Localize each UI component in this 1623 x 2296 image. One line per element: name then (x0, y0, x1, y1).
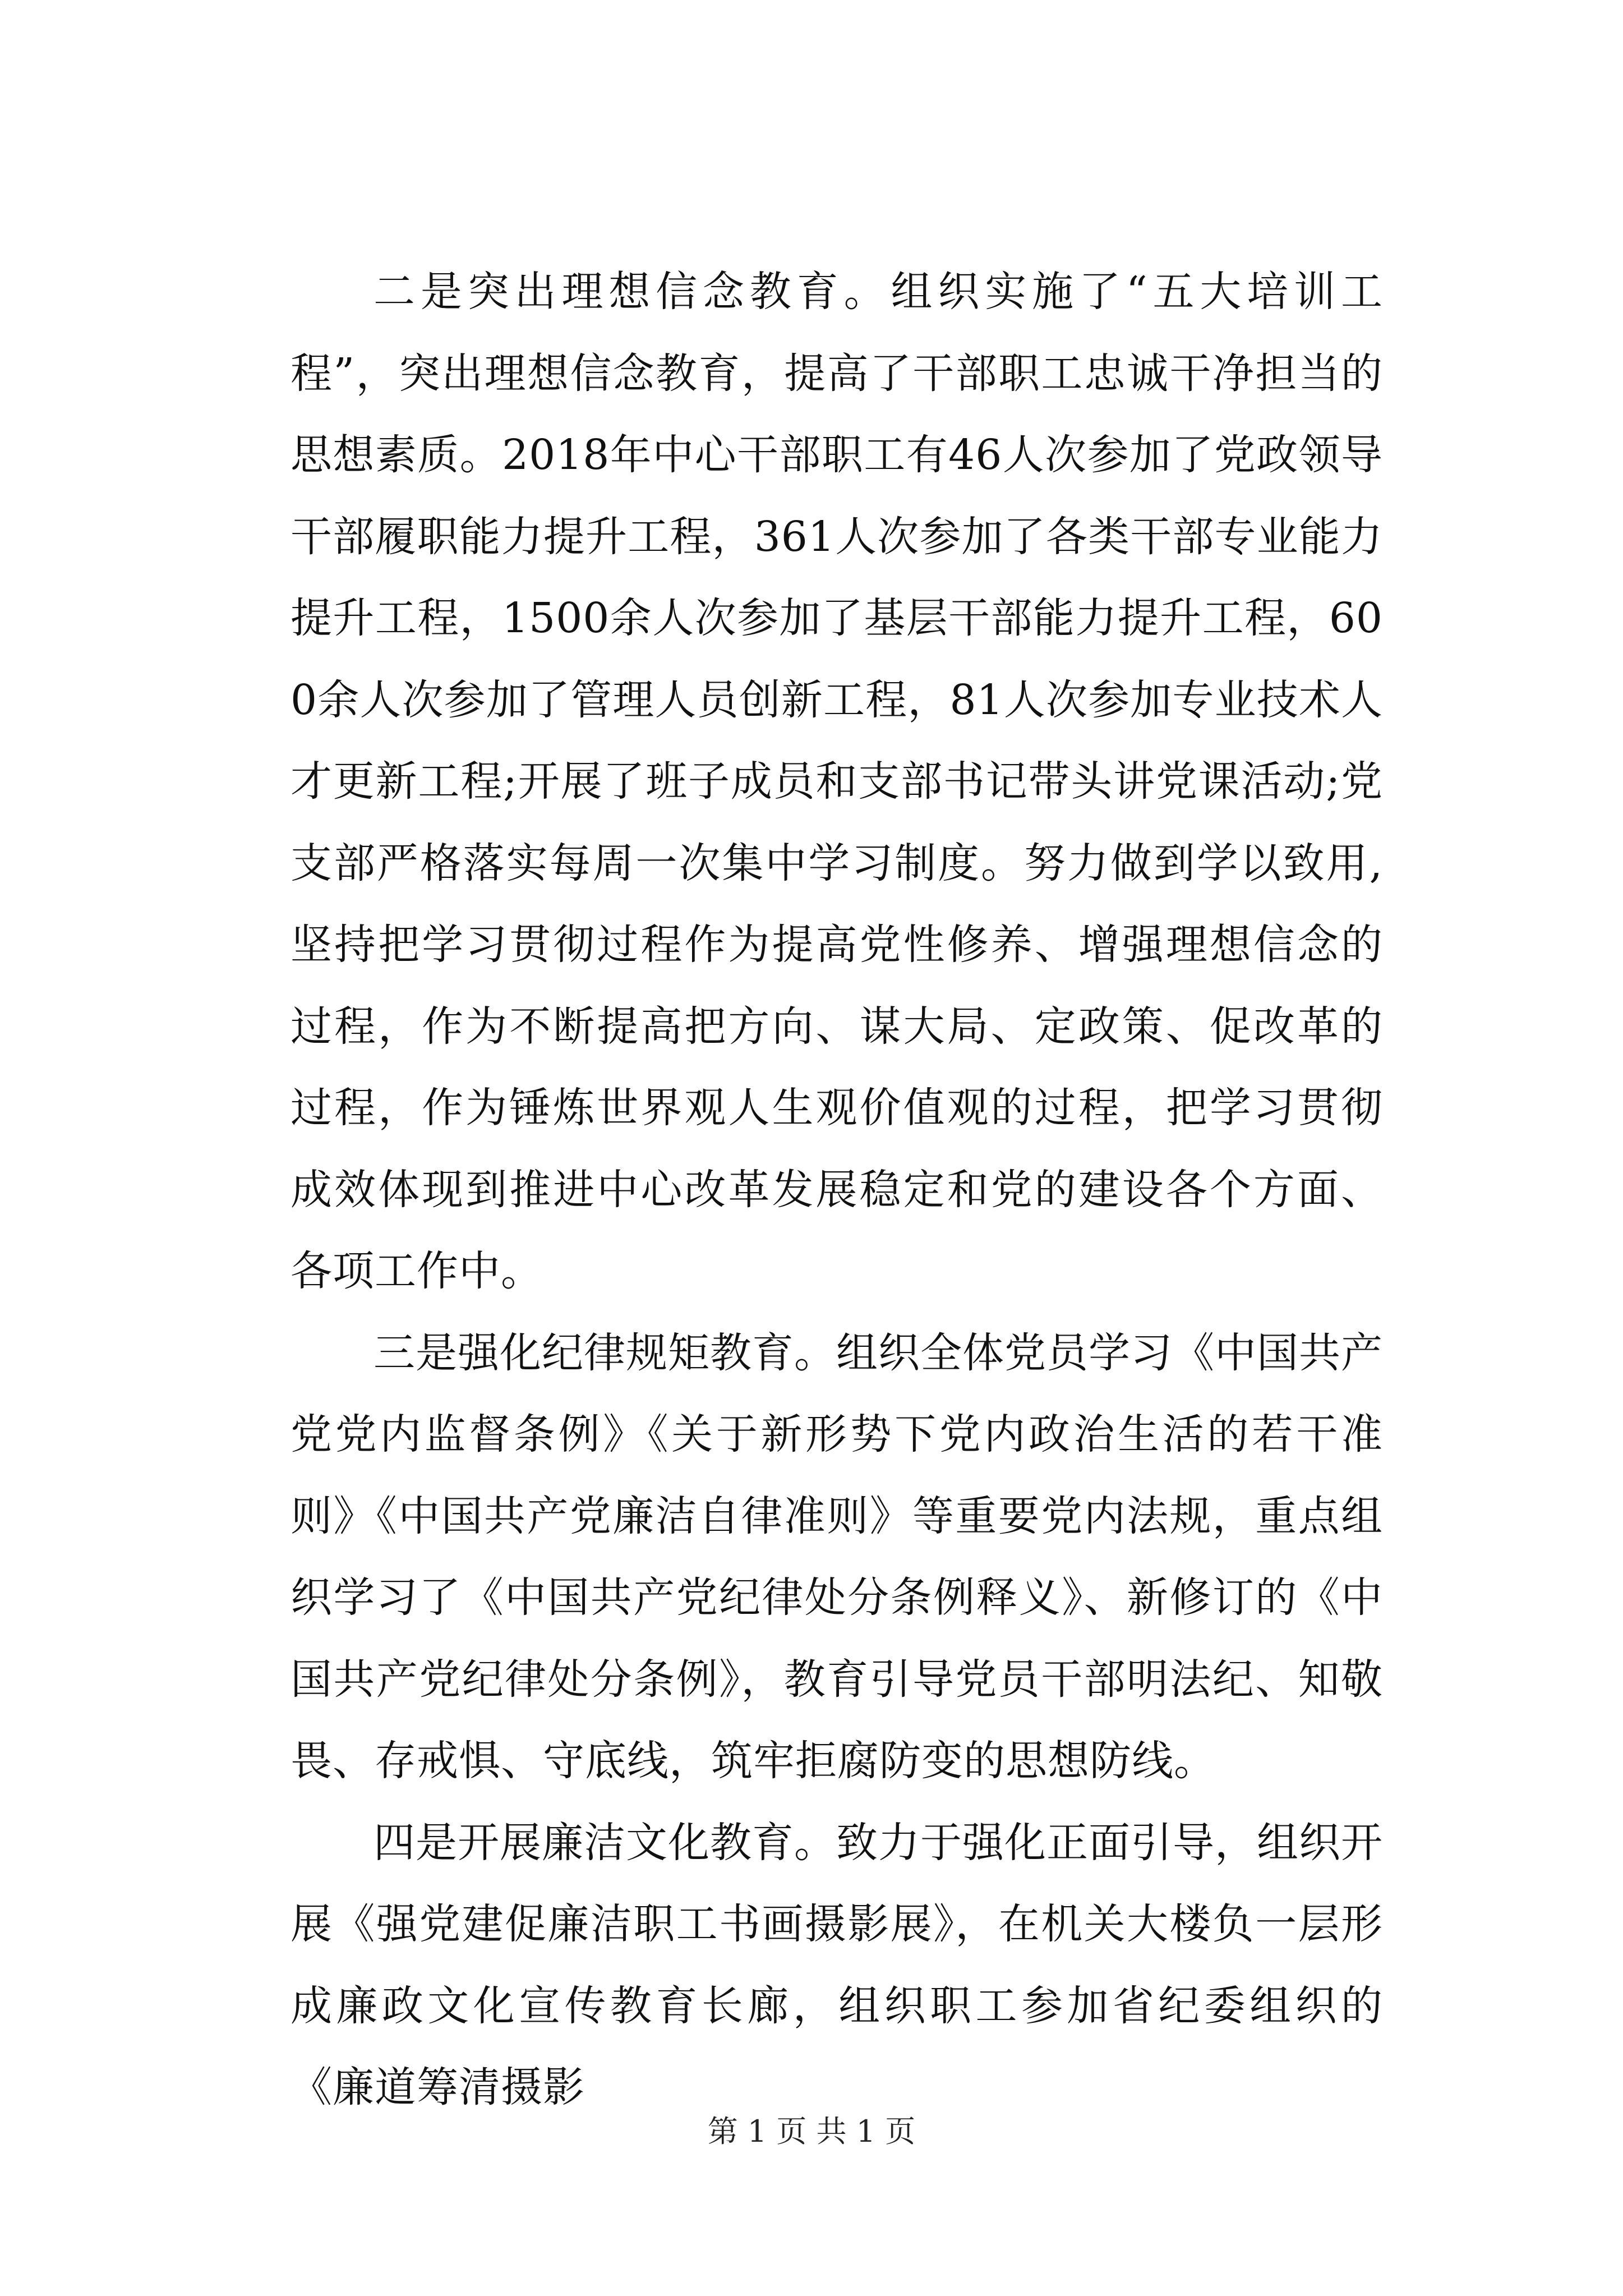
document-body (291, 251, 1383, 2129)
paragraph-ideals-education: 二是突出理想信念教育。组织实施了“五大培训工程”，突出理想信念教育，提高了干部职工忠诚干净担当的思想素质。2018年中心干部职工有46人次参加了党政领导干部履职能力提升工程，361人次参加了各类干部专业能力提升工程，1500余人次参加了基层干部能力提升工程，600余人次参加了管理人员创新工程，81人次参加专业技术人才更新工程;开展了班子成员和支部书记带头讲党课活动;党支部严格落实每周一次集中学习制度。努力做到学以致用,坚持把学习贯彻过程作为提高党性修养、增强理想信念的过程，作为不断提高把方向、谋大局、定政策、促改革的过程，作为锤炼世界观人生观价值观的过程，把学习贯彻成效体现到推进中心改革发展稳定和党的建设各个方面、各项工作中。 (291, 268, 1383, 1295)
page-footer: 第 1 页 共 1 页 (707, 2114, 916, 2149)
paragraph-integrity-culture: 四是开展廉洁文化教育。致力于强化正面引导，组织开展《强党建促廉洁职工书画摄影展》，在机关大楼负一层形成廉政文化宣传教育长廊，组织职工参加省纪委组织的《廉道筹清摄影 (291, 1818, 1383, 2111)
paragraph-discipline-education: 三是强化纪律规矩教育。组织全体党员学习《中国共产党党内监督条例》《关于新形势下党内政治生活的若干准则》《中国共产党廉洁自律准则》等重要党内法规，重点组织学习了《中国共产党纪律处分条例释义》、新修订的《中国共产党纪律处分条例》，教育引导党员干部明法纪、知敬畏、存戒惧、守底线，筑牢拒腐防变的思想防线。 (291, 1328, 1383, 1785)
